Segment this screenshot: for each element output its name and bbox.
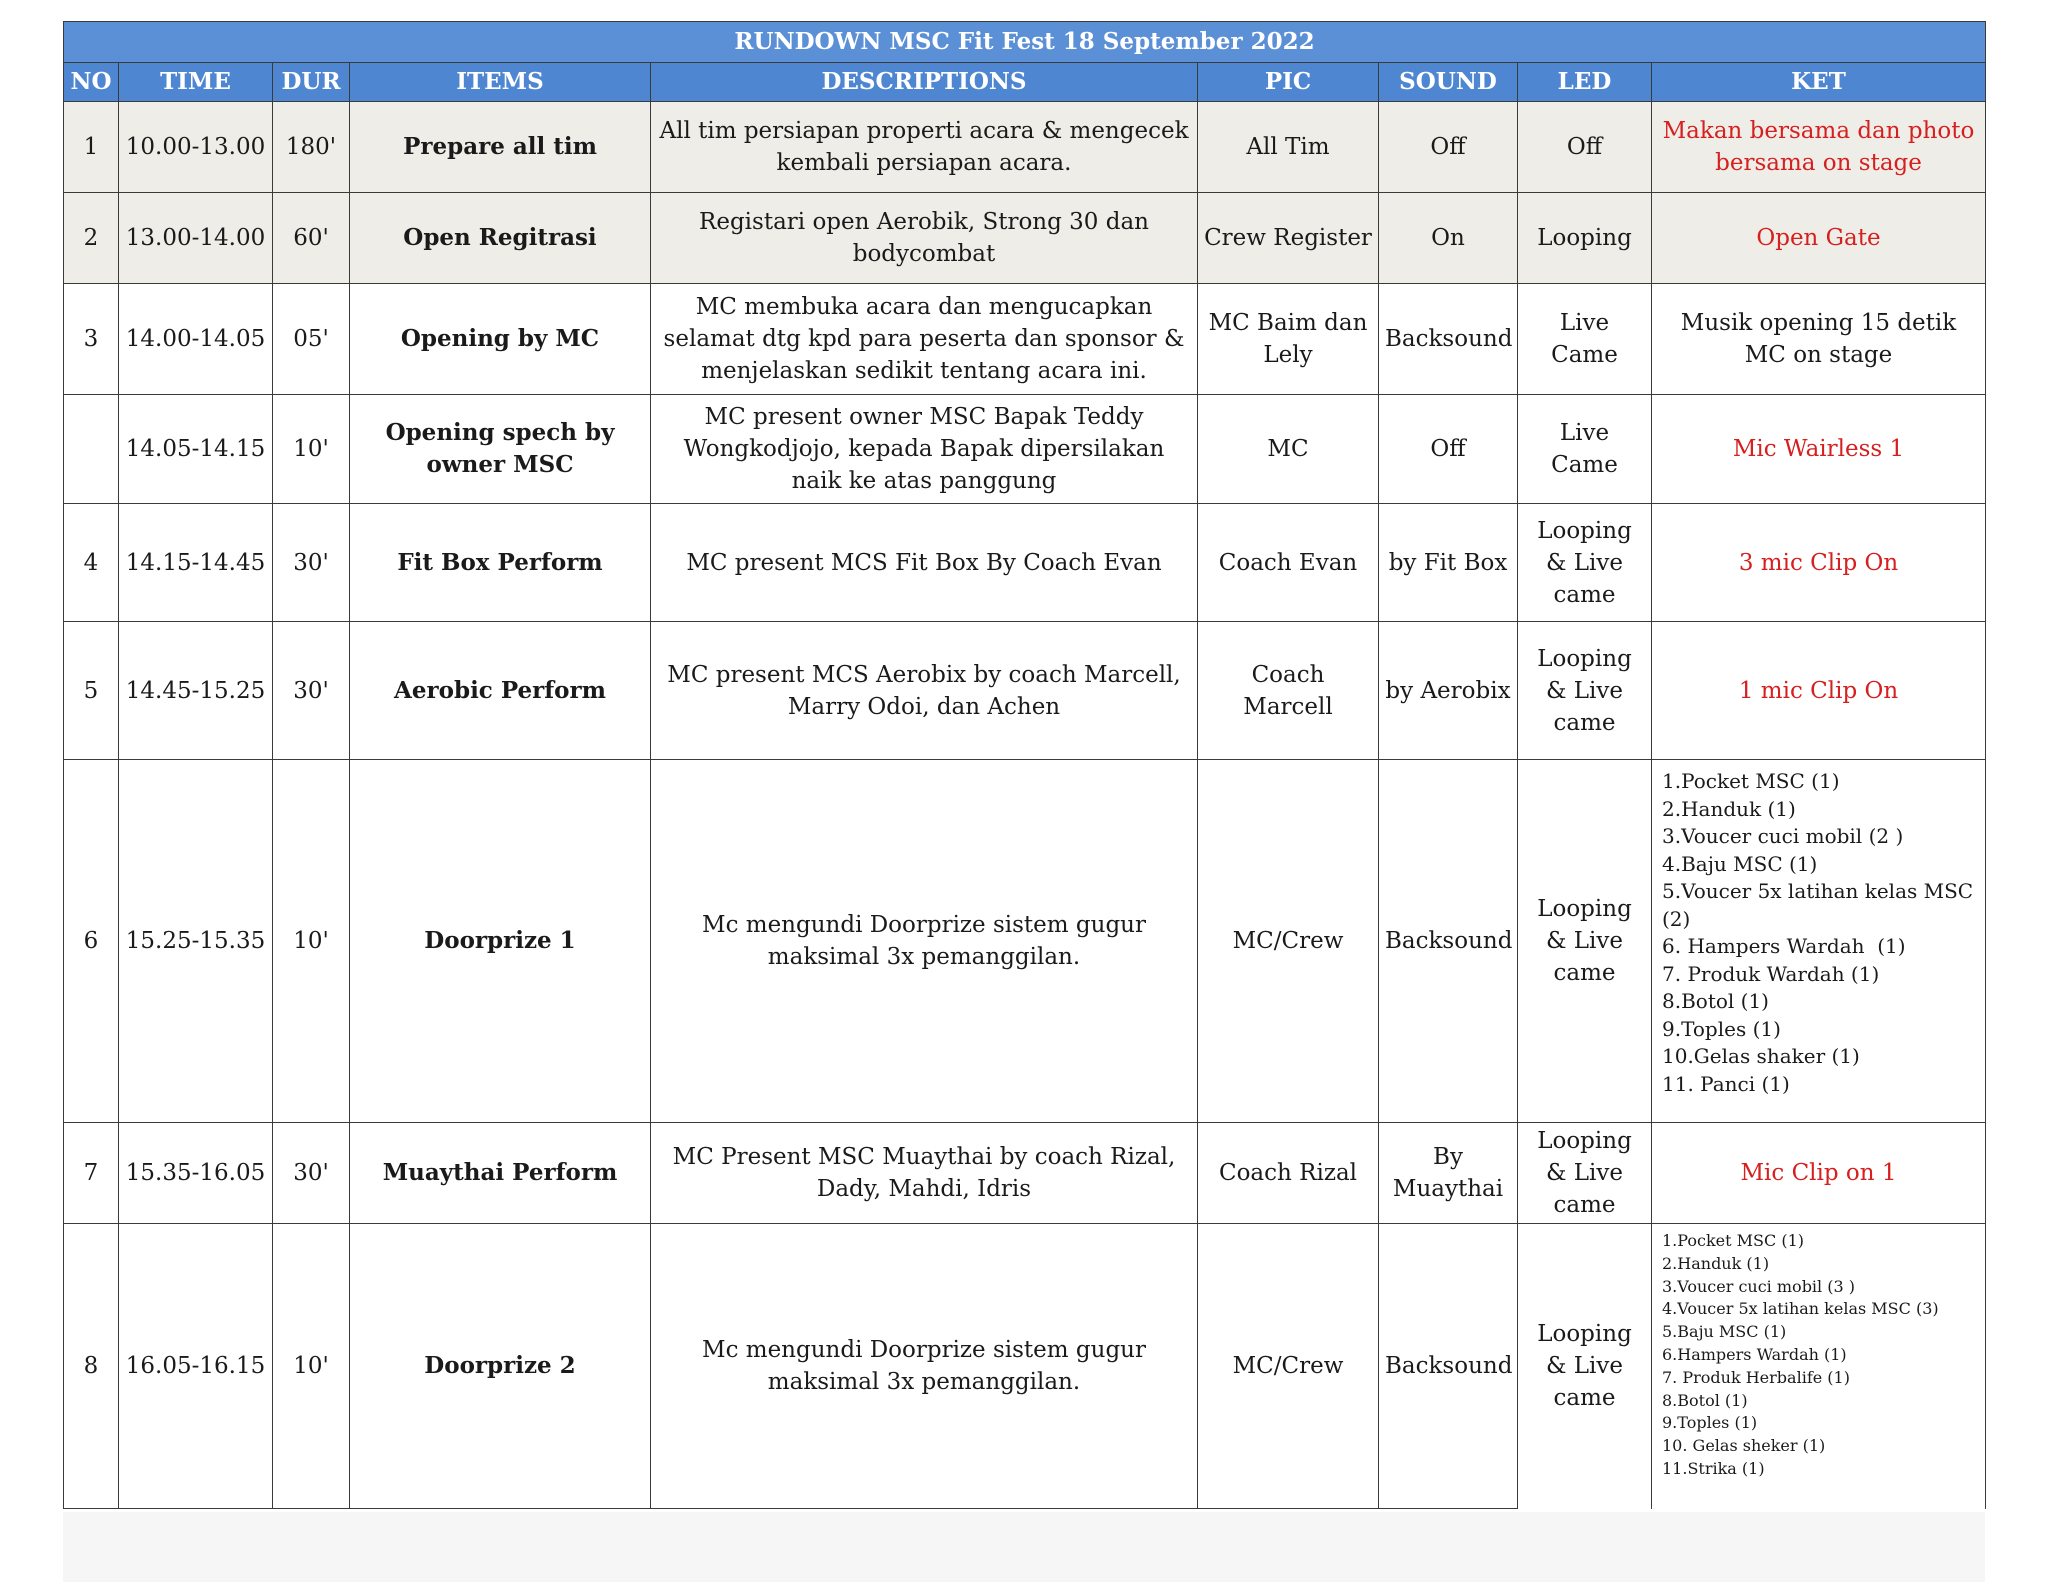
cell-no: [64, 395, 119, 504]
prize-item: 6. Hampers Wardah (1): [1662, 934, 1906, 958]
table-row: [64, 102, 1986, 193]
cell-led: Looping & Live came: [1518, 1224, 1652, 1509]
cell-ket: Musik opening 15 detik MC on stage: [1652, 284, 1986, 395]
cell-time: 14.00-14.05: [119, 284, 273, 395]
cell-no: 5: [64, 622, 119, 760]
cell-time: 13.00-14.00: [119, 193, 273, 284]
rundown-sheet: [63, 21, 1985, 1509]
cell-item: Fit Box Perform: [350, 504, 651, 622]
header-row: [64, 63, 1986, 102]
cell-no: 3: [64, 284, 119, 395]
cell-pic: Coach Evan: [1198, 504, 1379, 622]
cell-no: 7: [64, 1123, 119, 1224]
prize-item: 7. Produk Wardah (1): [1662, 961, 1880, 986]
cell-description: MC present MCS Fit Box By Coach Evan: [651, 504, 1198, 622]
cell-sound: Backsound: [1379, 1224, 1518, 1509]
cell-description: MC membuka acara dan mengucapkan selamat dtg kpd para peserta dan sponsor & menjelaskan sedikit tentang acara ini.: [651, 284, 1198, 395]
cell-time: 15.25-15.35: [119, 760, 273, 1123]
cell-sound: Off: [1379, 395, 1518, 504]
cell-led: Looping: [1518, 193, 1652, 284]
prize-item: 6.Hampers Wardah (1): [1662, 1344, 1847, 1364]
cell-no: 4: [64, 504, 119, 622]
cell-ket: Mic Wairless 1: [1652, 395, 1986, 504]
cell-no: 2: [64, 193, 119, 284]
cell-led: Looping & Live came: [1518, 760, 1652, 1123]
cell-description: MC present owner MSC Bapak Teddy Wongkodjojo, kepada Bapak dipersilakan naik ke atas panggung: [651, 395, 1198, 504]
cell-led: Live Came: [1518, 395, 1652, 504]
cell-item: Open Regitrasi: [350, 193, 651, 284]
cell-sound: By Muaythai: [1379, 1123, 1518, 1224]
header-sound: SOUND: [1379, 63, 1518, 102]
prize-item: 10.Gelas shaker (1): [1662, 1044, 1860, 1068]
cell-pic: MC: [1198, 395, 1379, 504]
prize-item: 10. Gelas sheker (1): [1662, 1436, 1826, 1456]
cell-description: All tim persiapan properti acara & mengecek kembali persiapan acara.: [651, 102, 1198, 193]
page-bottom-margin: [63, 1512, 1985, 1582]
cell-sound: Backsound: [1379, 284, 1518, 395]
cell-description: Mc mengundi Doorprize sistem gugur maksimal 3x pemanggilan.: [651, 760, 1198, 1123]
prize-item: 5.Voucer 5x latihan kelas MSC (2): [1662, 879, 1980, 931]
prize-item: 4.Baju MSC (1): [1662, 851, 1818, 876]
cell-time: 15.35-16.05: [119, 1123, 273, 1224]
cell-led: Looping & Live came: [1518, 1123, 1652, 1224]
cell-dur: 30': [273, 1123, 350, 1224]
cell-dur: 10': [273, 1224, 350, 1509]
header-ket: KET: [1652, 63, 1986, 102]
cell-item: Opening spech by owner MSC: [350, 395, 651, 504]
cell-dur: 30': [273, 622, 350, 760]
cell-dur: 10': [273, 395, 350, 504]
cell-ket: 1 mic Clip On: [1652, 622, 1986, 760]
cell-description: MC Present MSC Muaythai by coach Rizal, Dady, Mahdi, Idris: [651, 1123, 1198, 1224]
prize-item: 11. Panci (1): [1662, 1071, 1790, 1096]
header-no: NO: [64, 63, 119, 102]
header-pic: PIC: [1198, 63, 1379, 102]
cell-led: Off: [1518, 102, 1652, 193]
cell-dur: 05': [273, 284, 350, 395]
prize-item: 3.Voucer cuci mobil (2 ): [1662, 824, 1904, 848]
table-row: [64, 504, 1986, 622]
cell-ket: Mic Clip on 1: [1652, 1123, 1986, 1224]
table-row: [64, 1224, 1986, 1509]
cell-time: 16.05-16.15: [119, 1224, 273, 1509]
cell-item: Prepare all tim: [350, 102, 651, 193]
cell-item: Doorprize 1: [350, 760, 651, 1123]
table-row: [64, 1123, 1986, 1224]
cell-dur: 60': [273, 193, 350, 284]
cell-dur: 180': [273, 102, 350, 193]
cell-time: 10.00-13.00: [119, 102, 273, 193]
cell-time: 14.05-14.15: [119, 395, 273, 504]
header-items: ITEMS: [350, 63, 651, 102]
cell-description: MC present MCS Aerobix by coach Marcell, Marry Odoi, dan Achen: [651, 622, 1198, 760]
cell-no: 1: [64, 102, 119, 193]
cell-dur: 10': [273, 760, 350, 1123]
prize-item: 8.Botol (1): [1662, 1390, 1748, 1410]
prize-item: 3.Voucer cuci mobil (3 ): [1662, 1276, 1855, 1296]
cell-time: 14.45-15.25: [119, 622, 273, 760]
cell-led: Looping & Live came: [1518, 622, 1652, 760]
title-row: [64, 22, 1986, 63]
cell-description: Mc mengundi Doorprize sistem gugur maksimal 3x pemanggilan.: [651, 1224, 1198, 1509]
sheet-title: RUNDOWN MSC Fit Fest 18 September 2022: [64, 22, 1986, 63]
cell-sound: Off: [1379, 102, 1518, 193]
cell-pic: MC/Crew: [1198, 760, 1379, 1123]
cell-sound: On: [1379, 193, 1518, 284]
prize-item: 4.Voucer 5x latihan kelas MSC (3): [1662, 1299, 1939, 1319]
cell-ket: Makan bersama dan photo bersama on stage: [1652, 102, 1986, 193]
prize-item: 1.Pocket MSC (1): [1662, 1231, 1804, 1250]
prize-item: 9.Toples (1): [1662, 1413, 1758, 1433]
cell-pic: MC/Crew: [1198, 1224, 1379, 1509]
header-dur: DUR: [273, 63, 350, 102]
table-row: [64, 622, 1986, 760]
prize-item: 8.Botol (1): [1662, 989, 1769, 1013]
cell-item: Opening by MC: [350, 284, 651, 395]
cell-no: 8: [64, 1224, 119, 1509]
cell-pic: MC Baim dan Lely: [1198, 284, 1379, 395]
prize-item: 2.Handuk (1): [1662, 1253, 1770, 1273]
rundown-table: [63, 21, 1986, 1509]
header-descriptions: DESCRIPTIONS: [651, 63, 1198, 102]
prize-item: 2.Handuk (1): [1662, 796, 1796, 821]
cell-sound: Backsound: [1379, 760, 1518, 1123]
cell-item: Aerobic Perform: [350, 622, 651, 760]
prize-item: 9.Toples (1): [1662, 1016, 1781, 1041]
cell-ket-list: [1652, 760, 1986, 1123]
cell-pic: Coach Marcell: [1198, 622, 1379, 760]
prize-item: 11.Strika (1): [1662, 1458, 1765, 1478]
prize-item: 7. Produk Herbalife (1): [1662, 1367, 1850, 1387]
table-row: [64, 760, 1986, 1123]
prize-item: 1.Pocket MSC (1): [1662, 769, 1840, 793]
table-row: [64, 284, 1986, 395]
cell-sound: by Aerobix: [1379, 622, 1518, 760]
table-row: [64, 193, 1986, 284]
header-led: LED: [1518, 63, 1652, 102]
cell-item: Doorprize 2: [350, 1224, 651, 1509]
cell-sound: by Fit Box: [1379, 504, 1518, 622]
cell-pic: All Tim: [1198, 102, 1379, 193]
prize-item: 5.Baju MSC (1): [1662, 1322, 1787, 1342]
cell-ket: 3 mic Clip On: [1652, 504, 1986, 622]
cell-ket: Open Gate: [1652, 193, 1986, 284]
cell-dur: 30': [273, 504, 350, 622]
cell-led: Live Came: [1518, 284, 1652, 395]
cell-no: 6: [64, 760, 119, 1123]
cell-pic: Crew Register: [1198, 193, 1379, 284]
cell-ket-list: [1652, 1224, 1986, 1509]
cell-pic: Coach Rizal: [1198, 1123, 1379, 1224]
cell-item: Muaythai Perform: [350, 1123, 651, 1224]
cell-time: 14.15-14.45: [119, 504, 273, 622]
header-time: TIME: [119, 63, 273, 102]
table-row: [64, 395, 1986, 504]
cell-description: Registari open Aerobik, Strong 30 dan bodycombat: [651, 193, 1198, 284]
cell-led: Looping & Live came: [1518, 504, 1652, 622]
